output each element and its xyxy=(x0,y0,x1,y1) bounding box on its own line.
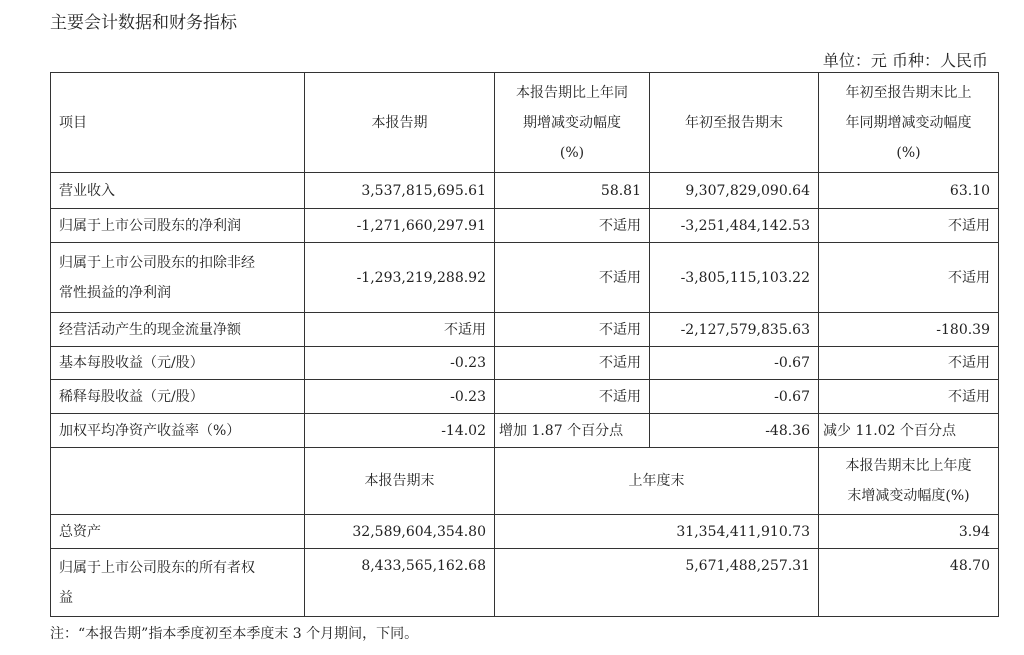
row-current-change: 不适用 xyxy=(495,313,650,347)
row-current-change: 不适用 xyxy=(495,380,650,414)
header2-period-end: 本报告期末 xyxy=(305,448,495,515)
section-title: 主要会计数据和财务指标 xyxy=(50,13,237,33)
row-period-end: 32,589,604,354.80 xyxy=(305,515,495,549)
table-row xyxy=(51,173,999,209)
table-row xyxy=(51,209,999,243)
table-row xyxy=(51,549,999,617)
row-item: 归属于上市公司股东的扣除非经 常性损益的净利润 xyxy=(51,243,305,313)
row-ytd: -0.67 xyxy=(650,380,819,414)
table-header-row-2 xyxy=(51,448,999,515)
row-item: 基本每股收益（元/股） xyxy=(51,347,305,380)
row-item: 营业收入 xyxy=(51,173,305,209)
table-header-row xyxy=(51,73,999,173)
row-current-change: 增加 1.87 个百分点 xyxy=(495,414,650,448)
row-item: 稀释每股收益（元/股） xyxy=(51,380,305,414)
row-current-change: 不适用 xyxy=(495,243,650,313)
footnote: 注：“本报告期”指本季度初至本季度末 3 个月期间，下同。 xyxy=(50,626,419,642)
row-item: 归属于上市公司股东的净利润 xyxy=(51,209,305,243)
table-row xyxy=(51,414,999,448)
row-current: -1,293,219,288.92 xyxy=(305,243,495,313)
row-current: 不适用 xyxy=(305,313,495,347)
row-ytd-change: 不适用 xyxy=(819,380,999,414)
row-current: -0.23 xyxy=(305,347,495,380)
header-ytd-change: 年初至报告期末比上 年同期增减变动幅度 (%) xyxy=(819,73,999,173)
header2-item-blank xyxy=(51,448,305,515)
row-item: 归属于上市公司股东的所有者权 益 xyxy=(51,549,305,617)
table-row xyxy=(51,313,999,347)
row-ytd-change: -180.39 xyxy=(819,313,999,347)
header2-prev-year-end: 上年度末 xyxy=(495,448,819,515)
row-ytd: 9,307,829,090.64 xyxy=(650,173,819,209)
row-ytd-change: 不适用 xyxy=(819,347,999,380)
row-prev-year-end: 5,671,488,257.31 xyxy=(495,549,819,617)
financial-indicators-table xyxy=(50,72,999,617)
row-current-change: 不适用 xyxy=(495,209,650,243)
row-current-change: 不适用 xyxy=(495,347,650,380)
row-current-change: 58.81 xyxy=(495,173,650,209)
row-ytd-change: 减少 11.02 个百分点 xyxy=(819,414,999,448)
row-prev-year-end: 31,354,411,910.73 xyxy=(495,515,819,549)
header-current: 本报告期 xyxy=(305,73,495,173)
row-ytd-change: 不适用 xyxy=(819,243,999,313)
row-change: 3.94 xyxy=(819,515,999,549)
table-row xyxy=(51,243,999,313)
row-current: -0.23 xyxy=(305,380,495,414)
table-row xyxy=(51,380,999,414)
row-current: -1,271,660,297.91 xyxy=(305,209,495,243)
row-item: 加权平均净资产收益率（%） xyxy=(51,414,305,448)
row-change: 48.70 xyxy=(819,549,999,617)
row-ytd: -2,127,579,835.63 xyxy=(650,313,819,347)
table-row xyxy=(51,347,999,380)
row-item: 经营活动产生的现金流量净额 xyxy=(51,313,305,347)
row-ytd: -0.67 xyxy=(650,347,819,380)
unit-currency-line: 单位：元 币种：人民币 xyxy=(822,51,988,70)
row-period-end: 8,433,565,162.68 xyxy=(305,549,495,617)
row-ytd: -3,251,484,142.53 xyxy=(650,209,819,243)
row-ytd: -3,805,115,103.22 xyxy=(650,243,819,313)
header-ytd: 年初至报告期末 xyxy=(650,73,819,173)
header2-change: 本报告期末比上年度 末增减变动幅度(%) xyxy=(819,448,999,515)
row-current: -14.02 xyxy=(305,414,495,448)
row-ytd: -48.36 xyxy=(650,414,819,448)
row-item: 总资产 xyxy=(51,515,305,549)
header-current-change: 本报告期比上年同 期增减变动幅度 (%) xyxy=(495,73,650,173)
table-row xyxy=(51,515,999,549)
row-ytd-change: 不适用 xyxy=(819,209,999,243)
header-item: 项目 xyxy=(51,73,305,173)
row-current: 3,537,815,695.61 xyxy=(305,173,495,209)
row-ytd-change: 63.10 xyxy=(819,173,999,209)
